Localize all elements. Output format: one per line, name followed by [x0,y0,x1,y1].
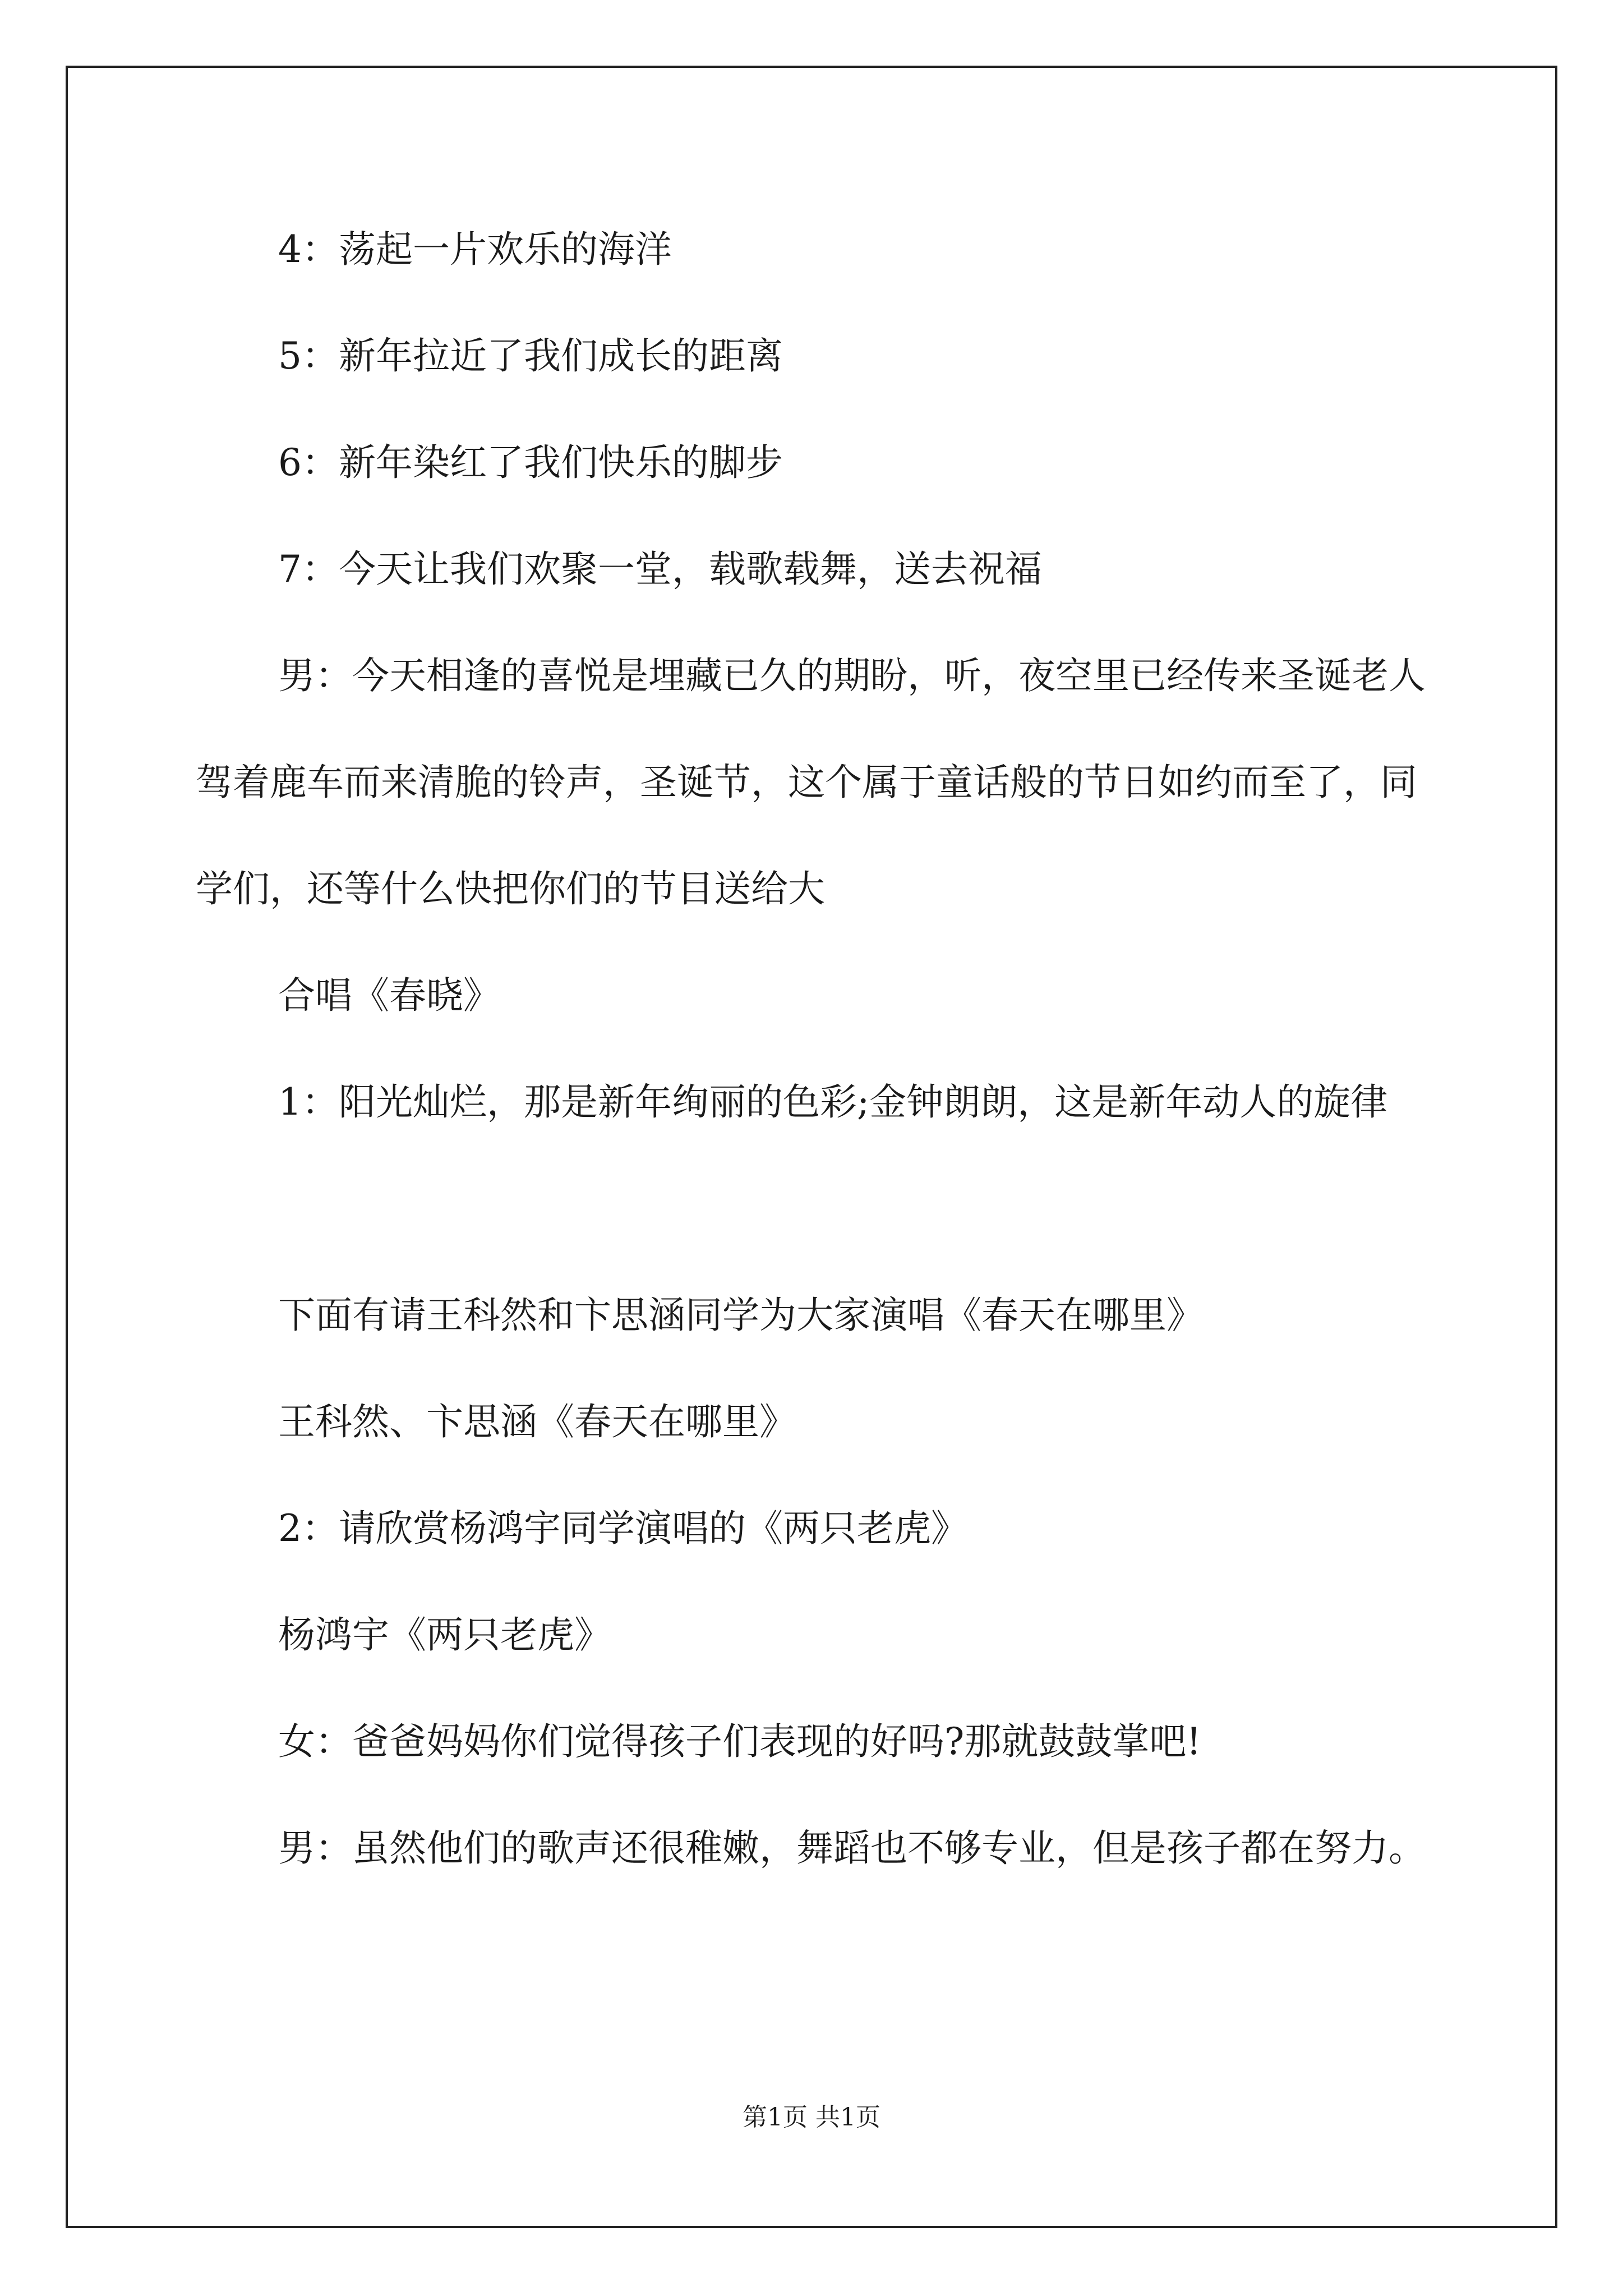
paragraph: 1：阳光灿烂，那是新年绚丽的色彩;金钟朗朗，这是新年动人的旋律 [278,1080,1388,1124]
paragraph: 男：虽然他们的歌声还很稚嫩，舞蹈也不够专业，但是孩子都在努力。 [278,1826,1426,1870]
paragraph: 2：请欣赏杨鸿宇同学演唱的《两只老虎》 [278,1507,968,1550]
paragraph: 王科然、卞思涵《春天在哪里》 [278,1400,796,1443]
paragraph: 5：新年拉近了我们成长的距离 [278,334,783,378]
paragraph: 下面有请王科然和卞思涵同学为大家演唱《春天在哪里》 [278,1294,1204,1337]
paragraph: 男：今天相逢的喜悦是埋藏已久的期盼，听，夜空里已经传来圣诞老人驾着鹿车而来清脆的铃声，圣诞节，这个属于童话般的节日如约而至了，同学们，还等什么快把你们的节目送给大 [196,654,1426,910]
paragraph: 杨鸿宇《两只老虎》 [278,1613,611,1657]
paragraph: 7：今天让我们欢聚一堂，载歌载舞，送去祝福 [278,547,1042,591]
page-footer: 第1页 共1页 [743,2103,880,2132]
paragraph: 女：爸爸妈妈你们觉得孩子们表现的好吗?那就鼓鼓掌吧! [278,1720,1201,1763]
paragraph: 合唱《春晓》 [278,974,500,1017]
paragraph: 6：新年染红了我们快乐的脚步 [278,441,783,484]
paragraph: 4：荡起一片欢乐的海洋 [278,228,672,271]
